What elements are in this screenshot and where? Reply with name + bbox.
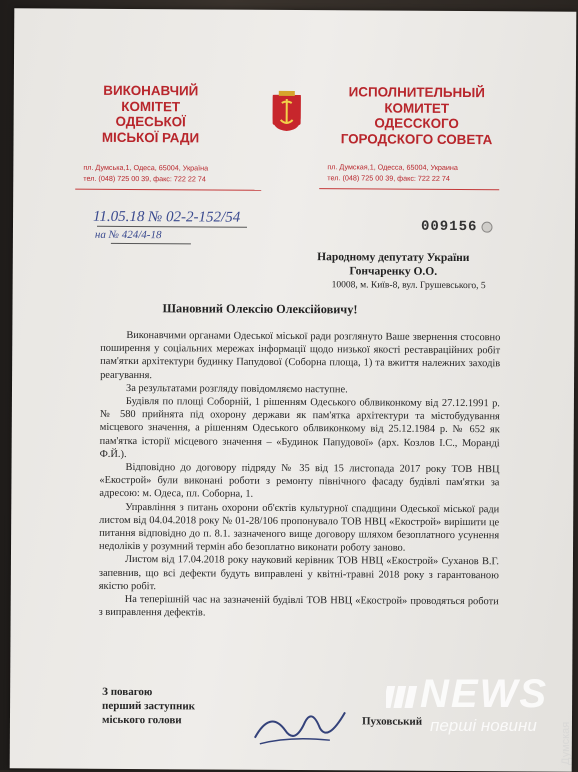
handwritten-ref: на № 424/4-18 [94,228,162,242]
address-right-line: тел. (048) 725 00 39, факс: 722 22 74 [327,173,450,183]
recipient-block [301,250,486,293]
signature-line: перший заступник [102,699,196,713]
handwritten-signature-icon [250,700,350,751]
header-right-line: ИСПОЛНИТЕЛЬНЫЙ [348,84,485,101]
recipient-name: Гончаренку О.О. [349,265,438,278]
header-rule-right [319,188,499,190]
signature-block [102,685,195,728]
header-left-line: ОДЕСЬКОЇ [115,113,186,130]
recipient-title: Народному депутату України [317,251,470,265]
letter-sheet [10,8,577,771]
paragraph: За результатами розгляду повідомляємо наступне. [125,382,348,396]
header-left-line: МІСЬКОЇ РАДИ [101,129,200,145]
paragraph: На теперішній час на зазначеній будівлі ТОВ НВЦ «Екострой» проводяться роботи з виправлення дефектів. [98,594,499,619]
address-right [327,161,497,184]
header-right-line: ГОРОДСКОГО СОВЕТА [340,130,493,147]
news-logo-icon [386,682,420,712]
odesa-crest-icon [272,90,302,132]
address-left-line: тел. (048) 725 00 39, факс: 722 22 74 [83,173,206,184]
news-watermark-subtitle: перші новини [430,716,537,735]
address-left [83,162,253,185]
signature-line: З повагою [102,685,153,699]
paragraph: Відповідно до договору підряду № 35 від 15 листопада 2017 року ТОВ НВЦ «Екострой» були виконані роботи з ремонту північного фасаду будівлі пам'ятки за адресою: м. Одеса, пл. Соборна, 1. [99,462,500,501]
greeting: Шановний Олексію Олексійовичу! [162,301,358,317]
header-left-line: КОМІТЕТ [121,98,181,114]
handwritten-date: 11.05.18 № 02-2-152/54 [93,208,241,226]
paragraph: Листом від 17.04.2018 року науковий керівник ТОВ НВЦ «Екострой» Суханов В.Г. запевнив, що всі дефекти будуть виправлені у квітні-травні 2018 року з гарантованою якістю робіт. [98,554,499,593]
side-watermark: Думская [560,721,572,765]
news-watermark: NEWS [420,672,548,716]
header-right-line: КОМИТЕТ [384,100,450,116]
letter-body [99,329,501,622]
recipient-address: 10008, м. Київ-8, вул. Грушевського, 5 [331,280,486,292]
header-rule-left [75,189,261,191]
header-right-line: ОДЕССКОГО [374,115,459,132]
registration-stamp-number: 009156 [420,218,478,236]
signature-line: міського голови [101,713,182,727]
signer-name: Пуховський [361,715,423,728]
header-right [326,84,506,147]
paragraph: Виконавчими органами Одеської міської ради розглянуто Ваше звернення стосовно поширення у соціальних мережах інформації щодо низької якості реставраційних робіт пам'ятки архітектури будинку Папудової (Соборна площа, 1) та вжиття належних заходів реагування. [100,329,501,381]
paragraph: Управління з питань охорони об'єктів культурної спадщини Одеської міської ради листом від 04.04.2018 року № 01-28/106 пропонувало ТОВ НВЦ «Екострой» вирішити це питання відповідно до п. 8.1. зазначеного вище договору шляхом безоплатного усунення недоліків у розумний термін або безоплатно виконати роботу заново. [99,501,500,554]
ref-underline [111,243,191,244]
date-underline [97,226,247,228]
hole-punch-icon [481,221,493,233]
header-left-line: ВИКОНАВЧИЙ [103,82,199,99]
address-left-line: пл. Думська,1, Одеса, 65004, Україна [83,162,209,173]
header-left [75,83,225,146]
address-right-line: пл. Думская,1, Одесса, 65004, Украина [327,162,458,173]
paragraph: Будівля по площі Соборній, 1 рішенням Одеського облвиконкому від 27.12.1991 р. № 580 прийнята під охорону держави як пам'ятка архітектури та містобудування місцевого значення, а рішенням Одеського облвиконкому від 25.12.1984 р. № 652 як пам'ятка історії місцевого значення – «Будинок Папудової» (арх. Козлов І.С., Моранді Ф.Й.). [99,395,500,460]
